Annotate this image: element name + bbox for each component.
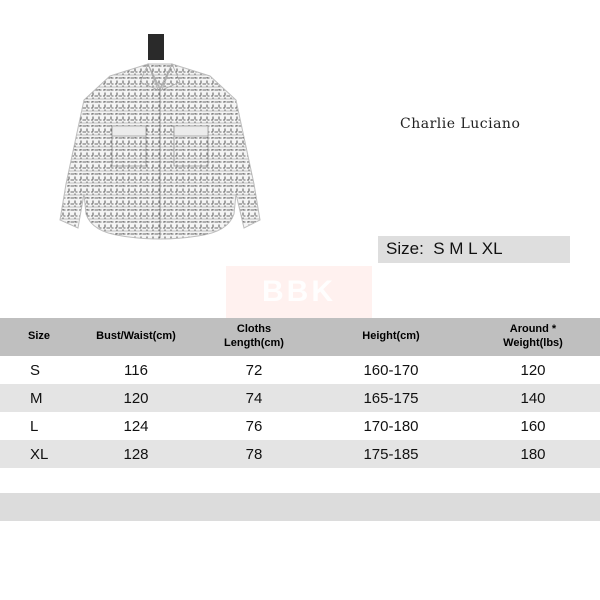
table-header-row <box>0 318 600 356</box>
cell-size: S <box>30 361 41 379</box>
cell-height: 165-175 <box>363 389 419 407</box>
cell-weight: 160 <box>520 417 546 435</box>
cell-bust-waist: 124 <box>123 417 149 435</box>
header-bust-waist: Bust/Waist(cm) <box>96 330 176 343</box>
cell-bust-waist: 116 <box>124 361 148 379</box>
header-size: Size <box>28 330 51 343</box>
cell-height: 170-180 <box>363 417 419 435</box>
cell-length: 78 <box>245 445 263 463</box>
table-row <box>0 440 600 468</box>
hanger-icon <box>148 34 164 60</box>
table-row <box>0 412 600 440</box>
cell-weight: 180 <box>520 445 546 463</box>
watermark-logo <box>226 266 372 318</box>
table-row <box>0 384 600 412</box>
cell-bust-waist: 120 <box>123 389 149 407</box>
cell-size: XL <box>30 445 49 463</box>
brand-name: Charlie Luciano <box>400 116 521 132</box>
header-height: Height(cm) <box>362 330 420 343</box>
cell-length: 74 <box>245 389 263 407</box>
footer-bar <box>0 493 600 521</box>
cell-height: 175-185 <box>363 445 419 463</box>
cell-bust-waist: 128 <box>123 445 149 463</box>
table-row <box>0 356 600 384</box>
cell-weight: 120 <box>520 361 546 379</box>
header-cloths-length: Cloths Length(cm) <box>224 323 284 349</box>
header-weight: Around * Weight(lbs) <box>503 323 563 349</box>
size-availability-label: Size: S M L XL <box>386 239 503 258</box>
cell-weight: 140 <box>520 389 546 407</box>
size-availability-strip <box>378 236 570 263</box>
product-photo <box>48 34 272 240</box>
size-chart-table <box>0 318 600 468</box>
cell-length: 76 <box>245 417 263 435</box>
cell-height: 160-170 <box>363 361 419 379</box>
cell-size: L <box>30 417 39 435</box>
cell-size: M <box>30 389 43 407</box>
watermark-text: BBK <box>262 275 336 308</box>
cell-length: 72 <box>245 361 263 379</box>
